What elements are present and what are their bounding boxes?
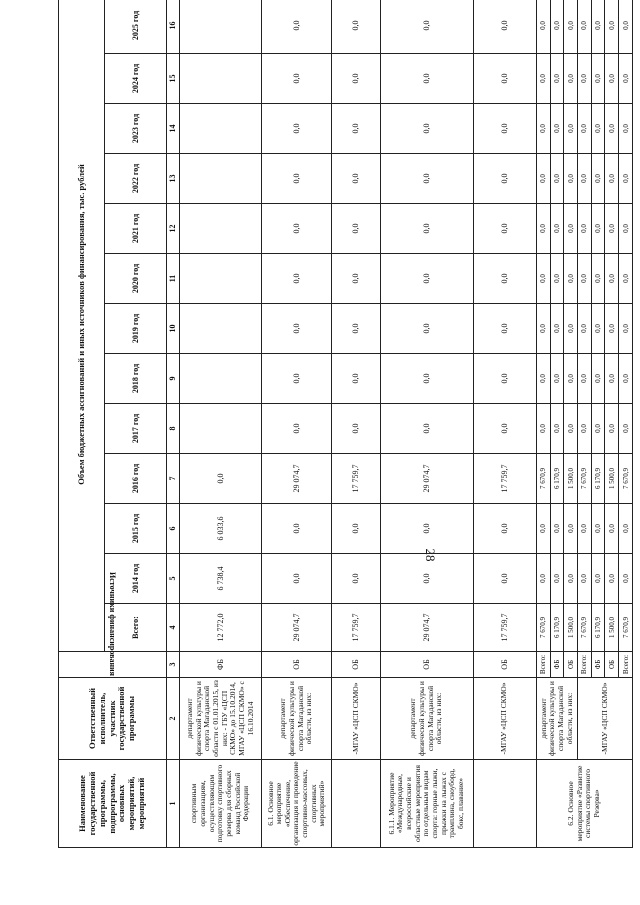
value-cell: 0,0 [605,0,619,54]
value-cell: 0,0 [473,254,536,304]
value-cell: 1 500,0 [605,454,619,504]
value-cell: 0,0 [564,304,578,354]
value-cell: 0,0 [578,504,592,554]
value-cell: 0,0 [619,404,633,454]
value-cell: 7 670,9 [578,604,592,652]
value-cell: 0,0 [619,304,633,354]
index-cell: 1 [167,760,180,848]
row-source: ФБ [550,652,564,678]
header-year: 2015 год [105,504,167,554]
value-cell: 0,0 [332,0,381,54]
value-cell: 0,0 [473,0,536,54]
value-cell: 0,0 [578,204,592,254]
value-cell: 6 170,9 [591,454,605,504]
value-cell: 0,0 [332,154,381,204]
value-cell: 0,0 [619,254,633,304]
value-cell: 0,0 [536,254,550,304]
value-cell: 0,0 [380,554,473,604]
header-year: 2017 год [105,404,167,454]
header-year: 2019 год [105,304,167,354]
value-cell: 0,0 [578,354,592,404]
row-name: 6.2. Основное мероприятие «Развитие системы спортивного Резерва» [536,760,632,848]
index-cell: 14 [167,104,180,154]
value-cell: 7 670,9 [536,454,550,504]
value-cell: 0,0 [380,504,473,554]
value-cell: 0,0 [605,354,619,404]
value-cell: 0,0 [536,104,550,154]
value-cell: 7 670,9 [578,454,592,504]
page-number: 28 [423,548,438,562]
value-cell: 0,0 [578,54,592,104]
value-cell: 0,0 [619,504,633,554]
value-cell: 0,0 [332,104,381,154]
value-cell: 0,0 [262,204,332,254]
value-cell: 0,0 [180,454,262,504]
table-row [180,0,262,848]
value-cell: 0,0 [564,104,578,154]
value-cell: 0,0 [619,154,633,204]
value-cell: 7 670,9 [619,454,633,504]
row-executor: департамент физической культуры и спорта Магаданской области, из них: [536,678,577,760]
value-cell: 0,0 [262,54,332,104]
value-cell: 0,0 [473,354,536,404]
header-year: 2022 год [105,154,167,204]
value-cell: 0,0 [550,204,564,254]
value-cell: 0,0 [262,404,332,454]
header-year: 2018 год [105,354,167,404]
value-cell: 0,0 [591,254,605,304]
value-cell [180,154,262,204]
value-cell: 0,0 [380,204,473,254]
value-cell: 0,0 [591,304,605,354]
header-executor: Ответственный исполнитель, участник государственной программы [59,678,167,760]
row-source: ОБ [473,652,536,678]
value-cell: 0,0 [262,104,332,154]
value-cell: 17 759,7 [332,604,381,652]
value-cell: 0,0 [473,404,536,454]
value-cell: 0,0 [578,104,592,154]
value-cell: 0,0 [380,254,473,304]
value-cell [180,104,262,154]
table-row [578,0,592,848]
value-cell: 0,0 [619,0,633,54]
value-cell: 0,0 [550,304,564,354]
index-cell: 3 [167,652,180,678]
value-cell: 0,0 [550,504,564,554]
table-row [380,0,473,848]
rotated-page [58,0,633,848]
value-cell: 0,0 [536,354,550,404]
value-cell: 12 772,0 [180,604,262,652]
value-cell: 0,0 [605,154,619,204]
row-source: ОБ [262,652,332,678]
value-cell: 0,0 [564,254,578,304]
value-cell: 0,0 [564,354,578,404]
value-cell: 0,0 [262,304,332,354]
value-cell: 0,0 [578,304,592,354]
value-cell: 0,0 [619,54,633,104]
value-cell: 17 759,7 [332,454,381,504]
row-source: ФБ [591,652,605,678]
index-cell: 10 [167,304,180,354]
value-cell: 0,0 [332,354,381,404]
value-cell: 29 074,7 [380,604,473,652]
value-cell [180,354,262,404]
header-year: 2023 год [105,104,167,154]
value-cell: 0,0 [550,254,564,304]
value-cell: 0,0 [550,554,564,604]
table-row [332,0,381,848]
header-year: 2020 год [105,254,167,304]
index-cell: 2 [167,678,180,760]
financing-table [58,0,633,848]
value-cell: 29 074,7 [380,454,473,504]
value-cell: 0,0 [550,354,564,404]
value-cell: 0,0 [591,504,605,554]
value-cell: 0,0 [550,154,564,204]
value-cell: 0,0 [564,404,578,454]
index-cell: 6 [167,504,180,554]
value-cell: 0,0 [473,554,536,604]
header-year: 2025 год [105,0,167,54]
row-source: Всего: [619,652,633,678]
value-cell: 0,0 [619,104,633,154]
value-cell: 0,0 [550,104,564,154]
value-cell [180,304,262,354]
header-volume: Объем бюджетных ассигнований и иных источников финансирования, тыс. рублей [59,0,105,652]
value-cell: 0,0 [473,154,536,204]
table-row [262,0,332,848]
value-cell: 0,0 [380,54,473,104]
value-cell: 0,0 [591,54,605,104]
row-source: Всего: [578,652,592,678]
row-source: ФБ [180,652,262,678]
index-cell: 8 [167,404,180,454]
value-cell: 29 074,7 [262,454,332,504]
value-cell: 0,0 [536,54,550,104]
value-cell: 0,0 [605,504,619,554]
value-cell: 0,0 [591,554,605,604]
row-executor: департамент физической культуры и спорта Магаданской области, из них: [262,678,332,760]
value-cell: 0,0 [536,204,550,254]
value-cell: 6 738,4 [180,554,262,604]
row-executor: департамент физической культуры и спорта Магаданской области, из них: [380,678,473,760]
value-cell: 0,0 [332,404,381,454]
header-year: 2016 год [105,454,167,504]
value-cell: 0,0 [564,504,578,554]
value-cell: 0,0 [332,204,381,254]
row-executor: -МГАУ «ЦСП СКМО» [332,678,381,760]
index-cell: 11 [167,254,180,304]
value-cell: 0,0 [473,104,536,154]
value-cell: 0,0 [619,354,633,404]
row-executor: -МГАУ «ЦСП СКМО» [473,678,536,760]
value-cell: 0,0 [332,54,381,104]
value-cell: 0,0 [605,204,619,254]
row-executor: -МГАУ «ЦСП СКМО» [578,678,633,760]
value-cell: 0,0 [380,104,473,154]
index-cell: 5 [167,554,180,604]
value-cell: 0,0 [380,0,473,54]
index-cell: 15 [167,54,180,104]
value-cell: 0,0 [262,354,332,404]
index-row [167,0,180,848]
value-cell [180,204,262,254]
table-row [536,0,550,848]
value-cell: 0,0 [536,304,550,354]
header-source-text: Источники финансирования [108,572,118,676]
value-cell: 0,0 [536,154,550,204]
index-cell: 12 [167,204,180,254]
value-cell [180,404,262,454]
value-cell: 0,0 [605,304,619,354]
value-cell: 0,0 [332,304,381,354]
row-source: Всего: [536,652,550,678]
row-name [473,760,536,848]
table-row [473,0,536,848]
header-year: 2014 год [105,554,167,604]
value-cell: 0,0 [564,54,578,104]
value-cell: 0,0 [262,504,332,554]
row-source: ОБ [605,652,619,678]
value-cell: 0,0 [550,0,564,54]
value-cell: 29 074,7 [262,604,332,652]
index-cell: 13 [167,154,180,204]
value-cell [180,254,262,304]
value-cell: 0,0 [605,554,619,604]
value-cell: 6 170,9 [550,604,564,652]
value-cell: 6 033,6 [180,504,262,554]
value-cell: 0,0 [550,404,564,454]
value-cell: 0,0 [536,404,550,454]
value-cell: 0,0 [578,404,592,454]
header-year: 2021 год [105,204,167,254]
header-name: Наименование государственной программы, подпрограммы, основных мероприятий, мероприятий [59,760,167,848]
value-cell: 6 170,9 [591,604,605,652]
value-cell: 0,0 [332,504,381,554]
value-cell: 0,0 [591,154,605,204]
value-cell [180,54,262,104]
value-cell: 0,0 [605,254,619,304]
row-executor: департамент физической культуры и спорта Магаданской области с 01.01.2015, из них: - ГБУ «ЦСП СКМО» до 15.10.2014, МГАУ «ЦСП СКМО» с 16.10.2014 [180,678,262,760]
value-cell: 0,0 [578,554,592,604]
value-cell: 0,0 [550,54,564,104]
value-cell: 0,0 [380,154,473,204]
value-cell: 0,0 [262,0,332,54]
row-source: ОБ [332,652,381,678]
table-body [180,0,633,848]
value-cell: 7 670,9 [619,604,633,652]
row-name: 6.1.1. Мероприятие «Международные, всероссийские и областные мероприятия по отдельным видам спорта: горные лыжи, прыжки на лыжах с трамплина, сноуборд, бокс, плавание» [380,760,473,848]
value-cell: 0,0 [473,504,536,554]
value-cell: 0,0 [262,554,332,604]
value-cell: 0,0 [564,154,578,204]
value-cell: 0,0 [578,0,592,54]
value-cell: 0,0 [605,104,619,154]
row-name: спортивным организациям, осуществляющим подготовку спортивного резерва для сборных команд Российской Федерации [180,760,262,848]
value-cell: 0,0 [591,204,605,254]
value-cell: 0,0 [591,354,605,404]
value-cell: 0,0 [605,54,619,104]
value-cell: 7 670,9 [536,604,550,652]
value-cell: 0,0 [473,54,536,104]
value-cell: 0,0 [591,404,605,454]
row-name [332,760,381,848]
value-cell: 0,0 [578,154,592,204]
value-cell [180,0,262,54]
row-name: 6.1. Основное мероприятие «Обеспечение, организация и проведение спортивно-массовых, спортивных мероприятий» [262,760,332,848]
value-cell: 0,0 [262,154,332,204]
value-cell: 0,0 [473,304,536,354]
header-year: 2024 год [105,54,167,104]
value-cell: 0,0 [473,204,536,254]
value-cell: 0,0 [578,254,592,304]
value-cell: 0,0 [536,0,550,54]
value-cell: 0,0 [619,554,633,604]
value-cell: 0,0 [619,204,633,254]
value-cell: 0,0 [564,554,578,604]
value-cell: 0,0 [380,354,473,404]
value-cell: 0,0 [536,504,550,554]
value-cell: 0,0 [332,254,381,304]
index-cell: 4 [167,604,180,652]
value-cell: 0,0 [564,204,578,254]
header-total: Всего: [105,604,167,652]
value-cell: 0,0 [536,554,550,604]
value-cell: 17 759,7 [473,604,536,652]
value-cell: 0,0 [332,554,381,604]
value-cell: 0,0 [591,0,605,54]
value-cell: 1 500,0 [564,454,578,504]
value-cell: 0,0 [262,254,332,304]
value-cell: 0,0 [605,404,619,454]
value-cell: 0,0 [380,304,473,354]
value-cell: 0,0 [564,0,578,54]
value-cell: 1 500,0 [564,604,578,652]
index-cell: 7 [167,454,180,504]
value-cell: 0,0 [591,104,605,154]
value-cell: 6 170,9 [550,454,564,504]
value-cell: 0,0 [380,404,473,454]
value-cell: 17 759,7 [473,454,536,504]
index-cell: 16 [167,0,180,54]
row-source: ОБ [564,652,578,678]
index-cell: 9 [167,354,180,404]
value-cell: 1 500,0 [605,604,619,652]
row-source: ОБ [380,652,473,678]
